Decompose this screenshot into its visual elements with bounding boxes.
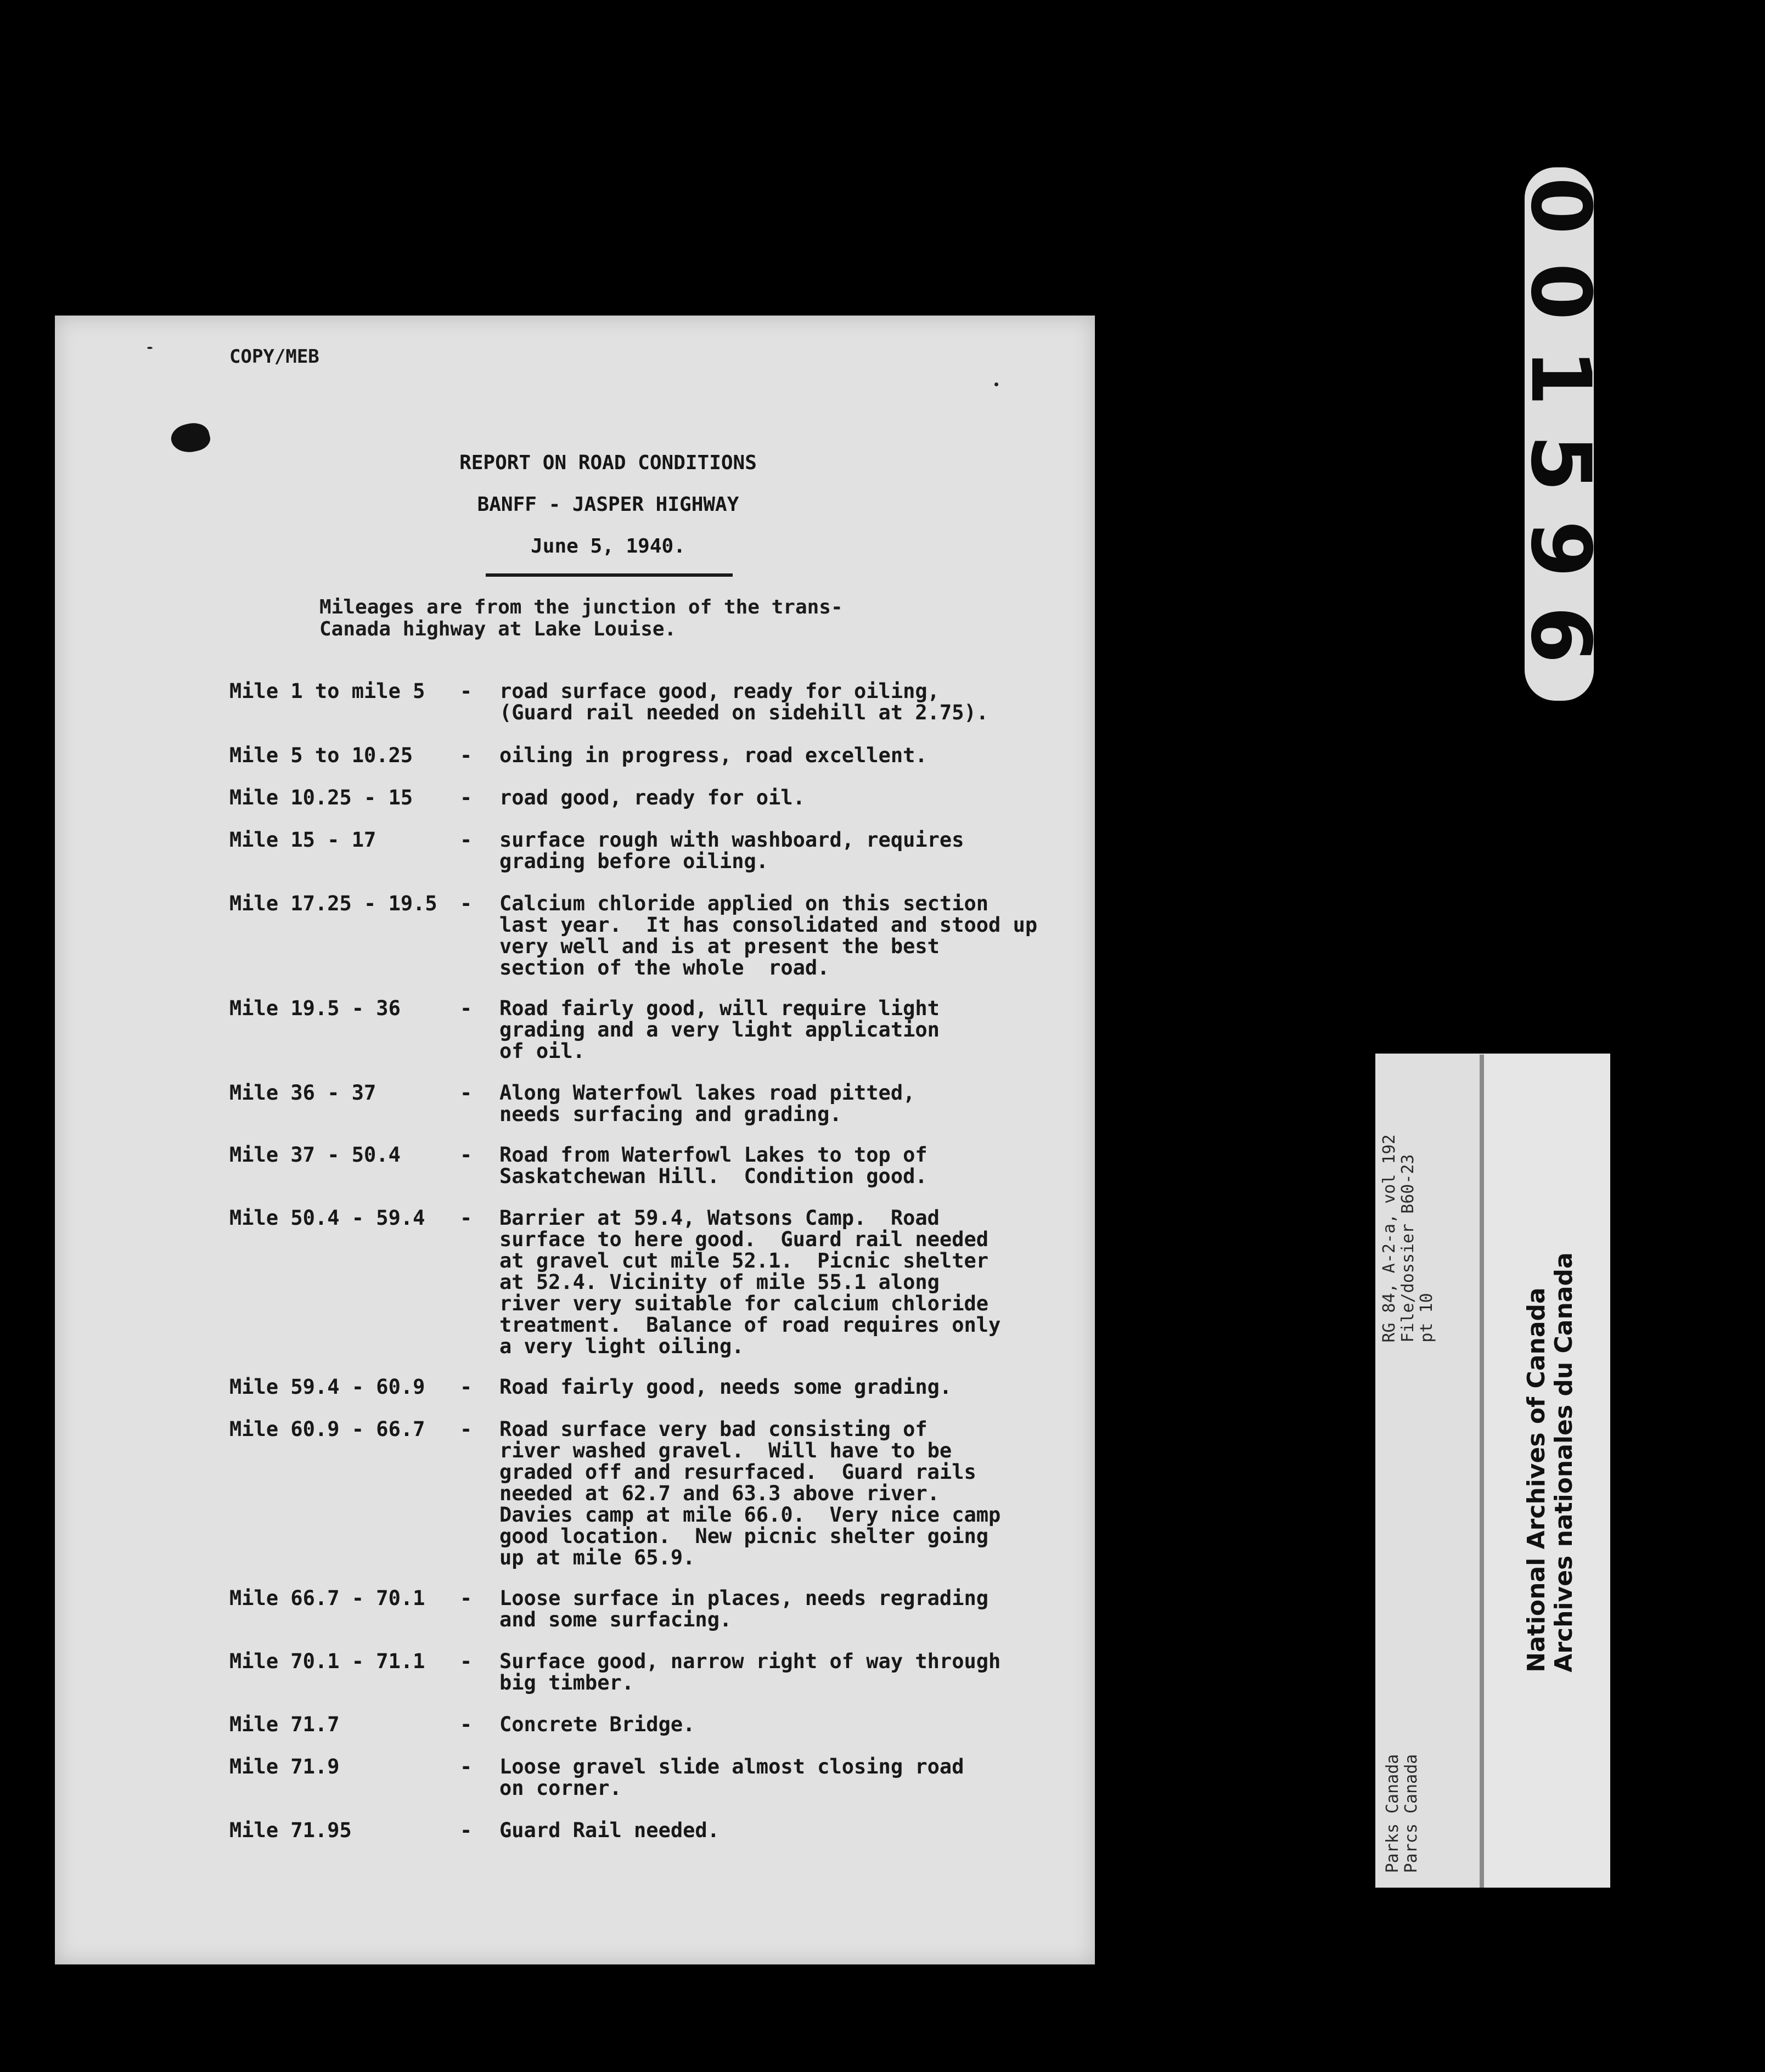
condition-description [499, 1207, 1000, 1357]
mileage-range: Mile 70.1 - 71.1 [229, 1649, 425, 1673]
separator-dash: - [460, 744, 473, 767]
description-line: grading before oiling. [499, 849, 769, 873]
report-title: REPORT ON ROAD CONDITIONS [459, 452, 757, 474]
description-line: road good, ready for oil. [499, 786, 805, 809]
description-line: (Guard rail needed on sidehill at 2.75). [499, 701, 989, 724]
speck [994, 382, 998, 386]
description-line: last year. It has consolidated and stood up [499, 913, 1038, 937]
separator-dash: - [460, 786, 473, 809]
condition-description [499, 1144, 928, 1187]
description-line: a very light oiling. [499, 1335, 744, 1358]
separator-dash: - [460, 1818, 473, 1842]
intro-text: Mileages are from the junction of the trans- Canada highway at Lake Louise. [319, 596, 843, 640]
description-line: Road surface very bad consisting of [499, 1417, 928, 1441]
report-date: June 5, 1940. [531, 535, 685, 558]
description-line: big timber. [499, 1671, 634, 1694]
description-line: up at mile 65.9. [499, 1546, 695, 1569]
description-line: Loose gravel slide almost closing road [499, 1755, 964, 1778]
description-line: graded off and resurfaced. Guard rails [499, 1460, 976, 1484]
mileage-range: Mile 37 - 50.4 [229, 1143, 401, 1167]
description-line: road surface good, ready for oiling, [499, 679, 940, 703]
separator-dash: - [460, 1081, 473, 1105]
condition-description [499, 1418, 1000, 1568]
description-line: Surface good, narrow right of way through [499, 1649, 1001, 1673]
description-line: Road fairly good, needs some grading. [499, 1375, 952, 1399]
speck [147, 347, 153, 349]
description-line: Saskatchewan Hill. Condition good. [499, 1164, 928, 1188]
description-line: grading and a very light application [499, 1018, 940, 1041]
separator-dash: - [460, 1375, 473, 1399]
mileage-range: Mile 71.95 [229, 1818, 352, 1842]
separator-dash: - [460, 1713, 473, 1736]
mileage-range: Mile 50.4 - 59.4 [229, 1206, 425, 1230]
separator-dash: - [460, 828, 473, 852]
report-subtitle: BANFF - JASPER HIGHWAY [477, 493, 739, 516]
description-line: Guard Rail needed. [499, 1818, 720, 1842]
separator-dash: - [460, 1143, 473, 1167]
separator-dash: - [460, 996, 473, 1020]
mileage-range: Mile 59.4 - 60.9 [229, 1375, 425, 1399]
condition-description [499, 680, 988, 723]
separator-dash: - [460, 679, 473, 703]
title-rule [486, 573, 733, 577]
description-line: of oil. [499, 1039, 585, 1063]
description-line: Loose surface in places, needs regrading [499, 1586, 989, 1610]
slip-divider [1480, 1055, 1484, 1888]
description-line: section of the whole road. [499, 956, 830, 979]
description-line: treatment. Balance of road requires only [499, 1313, 1001, 1337]
description-line: at 52.4. Vicinity of mile 55.1 along [499, 1270, 940, 1294]
description-line: Road fairly good, will require light [499, 996, 940, 1020]
description-line: and some surfacing. [499, 1608, 732, 1631]
mileage-range: Mile 60.9 - 66.7 [229, 1417, 425, 1441]
mileage-range: Mile 5 to 10.25 [229, 744, 413, 767]
description-line: good location. New picnic shelter going [499, 1524, 989, 1548]
description-line: river very suitable for calcium chloride [499, 1292, 989, 1315]
description-line: on corner. [499, 1776, 622, 1800]
separator-dash: - [460, 1649, 473, 1673]
condition-description [499, 1651, 1000, 1693]
mileage-range: Mile 15 - 17 [229, 828, 376, 852]
condition-description [499, 829, 964, 872]
description-line: needs surfacing and grading. [499, 1102, 842, 1126]
reel-number: 001596 [1513, 177, 1608, 692]
condition-description [499, 1376, 952, 1398]
agency-name: Parks Canada Parcs Canada [1383, 1754, 1421, 1873]
description-line: Calcium chloride applied on this section [499, 892, 989, 915]
separator-dash: - [460, 1586, 473, 1610]
copy-mark: COPY/MEB [229, 346, 319, 368]
description-line: surface to here good. Guard rail needed [499, 1228, 989, 1251]
description-line: Along Waterfowl lakes road pitted, [499, 1081, 915, 1105]
description-line: surface rough with washboard, requires [499, 828, 964, 852]
description-line: at gravel cut mile 52.1. Picnic shelter [499, 1249, 989, 1273]
condition-description [499, 745, 928, 766]
description-line: needed at 62.7 and 63.3 above river. [499, 1482, 940, 1505]
description-line: Davies camp at mile 66.0. Very nice camp [499, 1503, 1001, 1527]
condition-description [499, 1082, 915, 1125]
description-line: oiling in progress, road excellent. [499, 744, 928, 767]
mileage-range: Mile 10.25 - 15 [229, 786, 413, 809]
separator-dash: - [460, 892, 473, 915]
description-line: Barrier at 59.4, Watsons Camp. Road [499, 1206, 940, 1230]
mileage-range: Mile 71.7 [229, 1713, 340, 1736]
separator-dash: - [460, 1206, 473, 1230]
mileage-range: Mile 71.9 [229, 1755, 340, 1778]
condition-description [499, 1587, 988, 1630]
separator-dash: - [460, 1417, 473, 1441]
mileage-range: Mile 19.5 - 36 [229, 996, 401, 1020]
mileage-range: Mile 66.7 - 70.1 [229, 1586, 425, 1610]
archives-name: National Archives of Canada Archives nationales du Canada [1522, 1252, 1578, 1673]
condition-description [499, 787, 805, 808]
mileage-range: Mile 36 - 37 [229, 1081, 376, 1105]
condition-description [499, 1714, 695, 1735]
condition-description [499, 893, 1037, 978]
description-line: river washed gravel. Will have to be [499, 1439, 952, 1462]
condition-description [499, 1820, 720, 1841]
description-line: Road from Waterfowl Lakes to top of [499, 1143, 928, 1167]
separator-dash: - [460, 1755, 473, 1778]
mileage-range: Mile 1 to mile 5 [229, 679, 425, 703]
archive-reference: RG 84, A-2-a, vol 192 File/dossier B60-23 pt 10 [1380, 1134, 1436, 1343]
condition-description [499, 998, 940, 1062]
mileage-range: Mile 17.25 - 19.5 [229, 892, 437, 915]
description-line: Concrete Bridge. [499, 1713, 695, 1736]
description-line: very well and is at present the best [499, 934, 940, 958]
condition-description [499, 1756, 964, 1799]
